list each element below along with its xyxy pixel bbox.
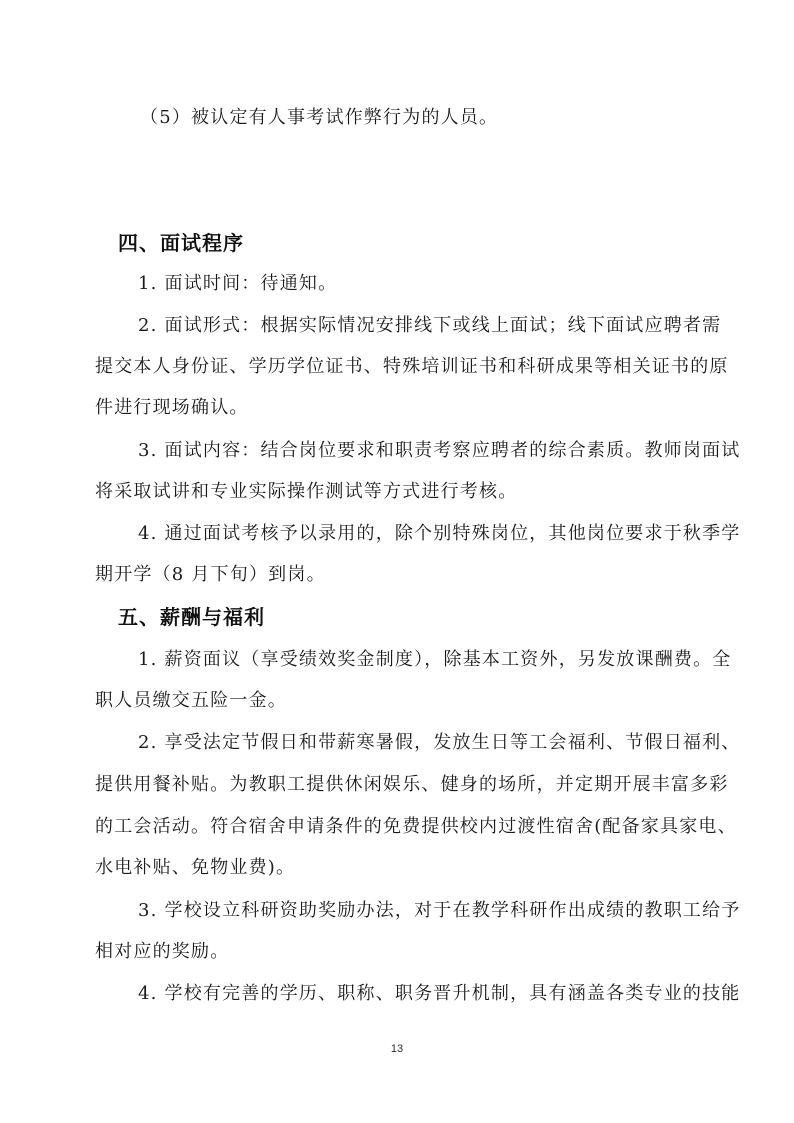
section-heading-interview: 四、面试程序	[118, 231, 244, 255]
paragraph-benefits-line-4: 水电补贴、免物业费)。	[95, 857, 296, 878]
paragraph-item-5: （5）被认定有人事考试作弊行为的人员。	[140, 107, 499, 128]
paragraph-hiring-line-2: 期开学（8 月下旬）到岗。	[95, 564, 326, 585]
paragraph-interview-content-line-2: 将采取试讲和专业实际操作测试等方式进行考核。	[95, 481, 518, 502]
paragraph-research-award-line-2: 相对应的奖励。	[95, 941, 230, 962]
paragraph-benefits-line-3: 的工会活动。符合宿舍申请条件的免费提供校内过渡性宿舍(配备家具家电、	[95, 816, 737, 837]
paragraph-interview-format-line-1: 2. 面试形式：根据实际情况安排线下或线上面试；线下面试应聘者需	[138, 315, 722, 336]
paragraph-benefits-line-1: 2. 享受法定节假日和带薪寒暑假，发放生日等工会福利、节假日福利、	[138, 732, 741, 753]
paragraph-promotion-line-1: 4. 学校有完善的学历、职称、职务晋升机制，具有涵盖各类专业的技能	[138, 983, 741, 1004]
paragraph-hiring-line-1: 4. 通过面试考核予以录用的，除个别特殊岗位，其他岗位要求于秋季学	[138, 523, 741, 544]
paragraph-benefits-line-2: 提供用餐补贴。为教职工提供休闲娱乐、健身的场所，并定期开展丰富多彩	[95, 774, 729, 795]
paragraph-interview-format-line-2: 提交本人身份证、学历学位证书、特殊培训证书和科研成果等相关证书的原	[95, 356, 729, 377]
paragraph-research-award-line-1: 3. 学校设立科研资助奖励办法，对于在教学科研作出成绩的教职工给予	[138, 900, 741, 921]
page-number: 13	[390, 1043, 404, 1055]
section-heading-salary-benefits: 五、薪酬与福利	[118, 605, 265, 629]
paragraph-interview-format-line-3: 件进行现场确认。	[95, 397, 249, 418]
paragraph-interview-content-line-1: 3. 面试内容：结合岗位要求和职责考察应聘者的综合素质。教师岗面试	[138, 440, 741, 461]
paragraph-salary-line-1: 1. 薪资面议（享受绩效奖金制度），除基本工资外，另发放课酬费。全	[138, 649, 732, 670]
paragraph-interview-time: 1. 面试时间：待通知。	[138, 273, 338, 294]
paragraph-salary-line-2: 职人员缴交五险一金。	[95, 690, 287, 711]
